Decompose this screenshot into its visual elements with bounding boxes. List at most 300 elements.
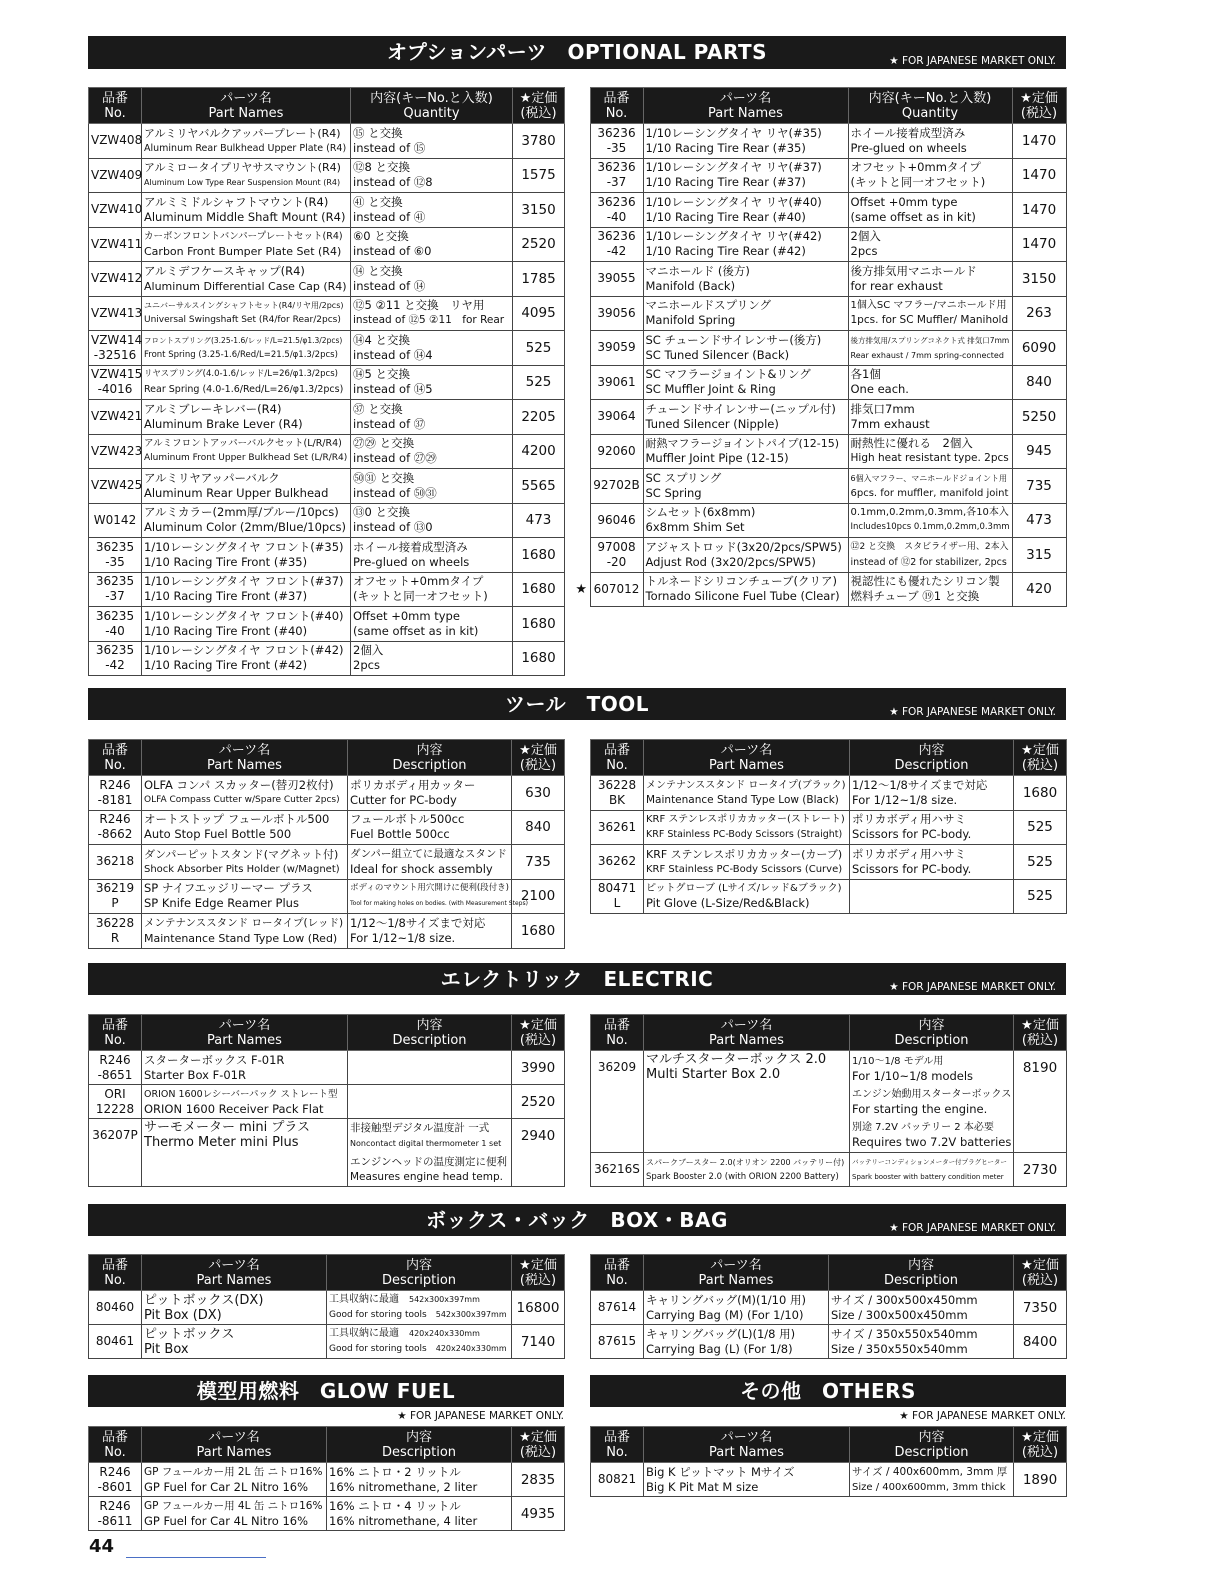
part-quantity: ホイール接着成型済み Pre-glued on wheels [848,124,1012,159]
jp-market-star-marker [573,193,590,228]
part-number: 39061 [590,365,643,400]
table-row [573,503,1066,538]
table-row [591,1291,1067,1325]
part-number: 39055 [590,262,643,297]
part-name: キャリングバッグ(M)(1/10 用) Carrying Bag (M) (For 1/10) [644,1291,829,1325]
part-number: VZW412 [89,262,142,297]
part-price: 1785 [513,262,565,297]
part-price: 840 [1012,365,1066,400]
electric-table-left [88,1014,565,1187]
part-quantity: ⑮ と交換 instead of ⑮ [351,124,513,159]
jp-market-star-marker [573,331,590,366]
part-number: W0142 [89,503,142,538]
section-title: 模型用燃料 GLOW FUEL [196,1379,456,1403]
part-quantity: サイズ / 400x600mm, 3mm 厚 Size / 400x600mm, 3mm thick [850,1463,1014,1497]
part-number: R246 -8611 [89,1497,142,1531]
part-price: 735 [1012,469,1066,504]
part-number: VZW414 -32516 [89,331,142,366]
part-quantity: 1/12～1/8サイズまで対応 For 1/12~1/8 size. [850,776,1014,811]
table-row [89,365,565,400]
table-row [89,1463,565,1497]
col-header-price: ★定価 (税込) [512,740,565,776]
col-header-price: ★定価 (税込) [1014,1255,1067,1291]
part-quantity: 1/12～1/8サイズまで対応 For 1/12~1/8 size. [348,914,512,949]
section-header-box-bag [88,1204,1066,1236]
part-quantity: ホイール接着成型済み Pre-glued on wheels [351,538,513,573]
part-number: 36207P [89,1119,142,1187]
part-description [348,1051,512,1085]
part-number: 36235 -40 [89,607,142,642]
part-name: キャリングバッグ(L)(1/8 用) Carrying Bag (L) (For 1/8) [644,1325,829,1359]
col-header-description: 内容 Description [348,1015,512,1051]
part-price: 1680 [512,914,565,949]
part-price: 1680 [513,641,565,676]
part-price: 840 [512,810,565,845]
section-title: オプションパーツ OPTIONAL PARTS [386,40,768,64]
part-price: 525 [513,365,565,400]
col-header-no: 品番 No. [591,1255,644,1291]
part-name: アルミデフケースキャップ(R4) Aluminum Differential Case Cap (R4) [142,262,351,297]
part-name: メンテナンススタンド ロータイプ(ブラック) Maintenance Stand Type Low (Black) [644,776,850,811]
part-price: 1470 [1012,193,1066,228]
part-number: VZW411 [89,227,142,262]
col-header-no: 品番 No. [89,740,142,776]
table-row [573,227,1066,262]
col-header-description: 内容 Description [348,740,512,776]
table-row [89,914,565,949]
part-number: 39064 [590,400,643,435]
table-row [573,365,1066,400]
col-header-description: 内容 Description [327,1427,512,1463]
table-row [591,1463,1067,1497]
table-row [591,1153,1067,1187]
section-header-others [590,1375,1066,1407]
part-quantity: 後方排気用マニホールド for rear exhaust [848,262,1012,297]
part-name: 1/10レーシングタイヤ リヤ(#40) 1/10 Racing Tire Rear (#40) [643,193,848,228]
part-quantity: 排気口7mm 7mm exhaust [848,400,1012,435]
table-row [89,296,565,331]
part-price: 4095 [513,296,565,331]
table-row [573,469,1066,504]
part-name: ピットボックス(DX) Pit Box (DX) [142,1291,327,1325]
jp-market-note: ★ FOR JAPANESE MARKET ONLY. [889,55,1056,67]
part-number: 39056 [590,296,643,331]
col-header-no: 品番 No. [591,1427,644,1463]
col-header-no: 品番 No. [590,88,643,124]
part-name: マニホールド (後方) Manifold (Back) [643,262,848,297]
part-quantity: 後方排気用/スプリングコネクト式 排気口7mm Rear exhaust / 7mm spring-connected [848,331,1012,366]
part-quantity: 6個入マフラー、マニホールドジョイント用 6pcs. for muffler, manifold joint [848,469,1012,504]
part-description: 非接触型デジタル温度計 一式 Noncontact digital thermometer 1 set エンジンヘッドの温度測定に便利 Measures engine head temp. [348,1119,512,1187]
part-quantity: フュールボトル500cc Fuel Bottle 500cc [348,810,512,845]
part-price: 1470 [1012,227,1066,262]
part-number: VZW410 [89,193,142,228]
part-number: 36261 [591,810,644,845]
part-quantity: ボディのマウント用穴開けに便利(段付き) Tool for making holes on bodies. (with Measurement Steps) [348,879,512,914]
section-header-tool [88,688,1066,720]
table-row [591,879,1067,914]
part-price: 8190 [1014,1051,1067,1153]
part-number: 36228 BK [591,776,644,811]
part-name: ORION 1600レシーバーパック ストレート型 ORION 1600 Receiver Pack Flat [142,1085,348,1119]
part-quantity: Offset +0mm type (same offset as in kit) [351,607,513,642]
part-price: 315 [1012,538,1066,573]
col-header-name: パーツ名 Part Names [644,740,850,776]
part-number: VZW413 [89,296,142,331]
col-header-name: パーツ名 Part Names [142,88,351,124]
part-price: 735 [512,845,565,880]
part-price: 1470 [1012,124,1066,159]
table-row [89,262,565,297]
box-bag-table-left [88,1254,565,1359]
part-description: バッテリーコンディションメーター付プラグヒーター Spark booster with battery condition meter [850,1153,1014,1187]
part-price: 263 [1012,296,1066,331]
part-price: 525 [1014,845,1067,880]
part-description [348,1085,512,1119]
col-header-description: 内容 Description [850,1427,1014,1463]
part-number: 36236 -40 [590,193,643,228]
jp-market-star-marker [573,227,590,262]
part-number: 80471 L [591,879,644,914]
part-name: 1/10レーシングタイヤ フロント(#37) 1/10 Racing Tire Front (#37) [142,572,351,607]
col-header-description: 内容 Description [850,740,1014,776]
table-row [89,434,565,469]
part-quantity: 16% ニトロ・2 リットル 16% nitromethane, 2 liter [327,1463,512,1497]
part-price: 6090 [1012,331,1066,366]
part-number: 36216S [591,1153,644,1187]
part-number: 80460 [89,1291,142,1325]
part-name: ユニバーサルスイングシャフトセット(R4/リヤ用/2pcs) Universal Swingshaft Set (R4/for Rear/2pcs) [142,296,351,331]
table-row [573,400,1066,435]
section-title: ボックス・バック BOX・BAG [426,1208,728,1232]
col-header-no: 品番 No. [89,1427,142,1463]
part-name: OLFA コンパ スカッター(替刃2枚付) OLFA Compass Cutter w/Spare Cutter 2pcs) [142,776,348,811]
col-header-name: パーツ名 Part Names [644,1015,850,1051]
table-row [89,1325,565,1359]
part-number: R246 -8601 [89,1463,142,1497]
col-header-no: 品番 No. [89,88,142,124]
part-name: KRF ステンレスポリカカッター(カーブ) KRF Stainless PC-Body Scissors (Curve) [644,845,850,880]
part-price: 2520 [513,227,565,262]
part-quantity: 耐熱性に優れる 2個入 High heat resistant type. 2pcs [848,434,1012,469]
part-number: 36228 R [89,914,142,949]
part-quantity: サイズ / 300x500x450mm Size / 300x500x450mm [829,1291,1014,1325]
footer-rule [126,1557,266,1558]
part-quantity: 視認性にも優れたシリコン製 燃料チューブ ⑲1 と交換 [848,572,1012,607]
part-quantity: ⑭5 と交換 instead of ⑭5 [351,365,513,400]
part-price: 473 [1012,503,1066,538]
part-quantity: 1個入SC マフラー/マニホールド用 1pcs. for SC Muffler/ Manihold [848,296,1012,331]
part-price: 2205 [513,400,565,435]
part-quantity: ポリカボディ用カッター Cutter for PC-body [348,776,512,811]
table-row [89,1291,565,1325]
part-name: チューンドサイレンサー(ニップル付) Tuned Silencer (Nipple) [643,400,848,435]
part-price: 5250 [1012,400,1066,435]
col-header-no: 品番 No. [591,1015,644,1051]
table-row [89,845,565,880]
part-price: 7350 [1014,1291,1067,1325]
table-row [89,810,565,845]
part-number: R246 -8662 [89,810,142,845]
part-name: ダンパーピットスタンド(マグネット付) Shock Absorber Pits Holder (w/Magnet) [142,845,348,880]
part-name: トルネードシリコンチューブ(クリア) Tornado Silicone Fuel Tube (Clear) [643,572,848,607]
part-price: 4200 [513,434,565,469]
part-name: アルミフロントアッパーバルクセット(L/R/R4) Aluminum Front Upper Bulkhead Set (L/R/R4) [142,434,351,469]
col-header-name: パーツ名 Part Names [142,1427,327,1463]
table-row [89,331,565,366]
part-price: 1680 [1014,776,1067,811]
part-price: 1890 [1014,1463,1067,1497]
part-name: SC スプリング SC Spring [643,469,848,504]
col-header-name: パーツ名 Part Names [142,740,348,776]
part-price: 630 [512,776,565,811]
part-price: 8400 [1014,1325,1067,1359]
part-description: 工具収納に最適 542x300x397mm Good for storing tools 542x300x397mm [327,1291,512,1325]
table-row [89,124,565,159]
section-title: ツール TOOL [505,692,649,716]
part-number: 87614 [591,1291,644,1325]
table-row [573,296,1066,331]
jp-market-note: ★ FOR JAPANESE MARKET ONLY. [889,1222,1056,1234]
part-number: VZW409 [89,158,142,193]
col-header-name: パーツ名 Part Names [644,1427,850,1463]
col-header-no: 品番 No. [89,1015,142,1051]
part-name: サーモメーター mini プラス Thermo Meter mini Plus [142,1119,348,1187]
part-name: アルミリヤバルクアッパープレート(R4) Aluminum Rear Bulkhead Upper Plate (R4) [142,124,351,159]
jp-market-note: ★ FOR JAPANESE MARKET ONLY. [889,981,1056,993]
part-price: 1575 [513,158,565,193]
jp-market-star-marker [573,124,590,159]
part-price: 3150 [1012,262,1066,297]
part-price: 420 [1012,572,1066,607]
table-row [591,1051,1067,1153]
part-description: 工具収納に最適 420x240x330mm Good for storing tools 420x240x330mm [327,1325,512,1359]
part-price: 525 [1014,879,1067,914]
part-description: 1/10～1/8 モデル用 For 1/10~1/8 models エンジン始動用スターターボックス For starting the engine. 別途 7.2V バッテリー 2 本必要 Requires two 7.2V batteries [850,1051,1014,1153]
table-row [591,776,1067,811]
table-row [573,538,1066,573]
part-price: 2100 [512,879,565,914]
box-bag-table-right [590,1254,1067,1359]
part-quantity [850,879,1014,914]
part-number: VZW423 [89,434,142,469]
part-number: 607012 [590,572,643,607]
part-number: 36218 [89,845,142,880]
part-number: ORI 12228 [89,1085,142,1119]
part-price: 5565 [513,469,565,504]
part-price: 7140 [512,1325,565,1359]
electric-table-right [590,1014,1067,1187]
part-number: 36262 [591,845,644,880]
table-row [89,1119,565,1187]
part-number: 96046 [590,503,643,538]
part-name: 1/10レーシングタイヤ フロント(#42) 1/10 Racing Tire Front (#42) [142,641,351,676]
part-name: スパークブースター 2.0(オリオン 2200 バッテリー付) Spark Booster 2.0 (with ORION 2200 Battery) [644,1153,850,1187]
part-quantity: ㊶ と交換 instead of ㊶ [351,193,513,228]
part-price: 3150 [513,193,565,228]
part-number: R246 -8181 [89,776,142,811]
others-table [590,1426,1067,1497]
col-header-name: パーツ名 Part Names [643,88,848,124]
part-quantity: ダンパー組立てに最適なスタンド Ideal for shock assembly [348,845,512,880]
table-row [89,503,565,538]
part-name: ピットボックス Pit Box [142,1325,327,1359]
table-row [89,776,565,811]
col-header-price: ★定価 (税込) [513,88,565,124]
part-name: アルミブレーキレバー(R4) Aluminum Brake Lever (R4) [142,400,351,435]
col-header-price: ★定価 (税込) [1014,1427,1067,1463]
part-quantity: ポリカボディ用ハサミ Scissors for PC-body. [850,810,1014,845]
part-number: 36219 P [89,879,142,914]
jp-market-star-marker [573,365,590,400]
part-price: 473 [513,503,565,538]
part-quantity: 16% ニトロ・4 リットル 16% nitromethane, 4 liter [327,1497,512,1531]
table-row [89,641,565,676]
part-name: 1/10レーシングタイヤ フロント(#40) 1/10 Racing Tire Front (#40) [142,607,351,642]
jp-market-star-marker [573,538,590,573]
part-number: VZW415 -4016 [89,365,142,400]
table-row [573,331,1066,366]
part-name: ピットグローブ (Lサイズ/レッド&ブラック) Pit Glove (L-Size/Red&Black) [644,879,850,914]
part-number: 36235 -35 [89,538,142,573]
part-name: アルミリヤアッパーバルク Aluminum Rear Upper Bulkhead [142,469,351,504]
part-quantity: ㉗㉙ と交換 instead of ㉗㉙ [351,434,513,469]
part-quantity: 各1個 One each. [848,365,1012,400]
table-row [89,227,565,262]
part-name: Big K ピットマット Mサイズ Big K Pit Mat M size [644,1463,850,1497]
table-row [573,193,1066,228]
part-name: アルミミドルシャフトマウント(R4) Aluminum Middle Shaft Mount (R4) [142,193,351,228]
table-row [89,400,565,435]
jp-market-star-marker [573,503,590,538]
col-header-price: ★定価 (税込) [1014,1015,1067,1051]
part-name: 1/10レーシングタイヤ リヤ(#42) 1/10 Racing Tire Rear (#42) [643,227,848,262]
glow-fuel-table [88,1426,565,1531]
part-name: マニホールドスプリング Manifold Spring [643,296,848,331]
table-row [591,1325,1067,1359]
col-header-description: 内容 Description [850,1015,1014,1051]
part-price: 945 [1012,434,1066,469]
part-price: 2835 [512,1463,565,1497]
jp-market-star-marker [573,434,590,469]
section-header-electric [88,963,1066,995]
table-row [89,607,565,642]
section-title: その他 OTHERS [740,1379,916,1403]
col-header-name: パーツ名 Part Names [142,1015,348,1051]
tool-table-right [590,739,1067,914]
part-number: 80821 [591,1463,644,1497]
part-price: 525 [513,331,565,366]
table-row [573,158,1066,193]
table-row [89,193,565,228]
optional-parts-table-left [88,87,565,676]
jp-market-star-marker [573,262,590,297]
part-quantity: ㊿㉛ と交換 instead of ㊿㉛ [351,469,513,504]
col-header-no: 品番 No. [591,740,644,776]
part-quantity: ⑭4 と交換 instead of ⑭4 [351,331,513,366]
part-number: 36209 [591,1051,644,1153]
section-title: エレクトリック ELECTRIC [440,967,714,991]
table-row [573,124,1066,159]
jp-market-star-marker [573,469,590,504]
part-quantity: 2個入 2pcs [848,227,1012,262]
jp-market-note-fuel: ★ FOR JAPANESE MARKET ONLY. [397,1410,564,1422]
part-price: 525 [1014,810,1067,845]
table-row [89,158,565,193]
part-price: 2940 [512,1119,565,1187]
part-price: 1470 [1012,158,1066,193]
part-name: スターターボックス F-01R Starter Box F-01R [142,1051,348,1085]
col-header-price: ★定価 (税込) [1012,88,1066,124]
jp-market-star-marker [573,296,590,331]
star-column-spacer [573,88,590,124]
part-quantity: オフセット+0mmタイプ (キットと同一オフセット) [351,572,513,607]
part-number: 87615 [591,1325,644,1359]
part-quantity: 0.1mm,0.2mm,0.3mm,各10本入 Includes10pcs 0.1mm,0.2mm,0.3mm [848,503,1012,538]
jp-market-note-others: ★ FOR JAPANESE MARKET ONLY. [899,1410,1066,1422]
part-number: 36235 -42 [89,641,142,676]
col-header-price: ★定価 (税込) [1014,740,1067,776]
col-header-name: パーツ名 Part Names [644,1255,829,1291]
page-number: 44 [89,1536,115,1557]
part-quantity: Offset +0mm type (same offset as in kit) [848,193,1012,228]
part-name: 1/10レーシングタイヤ リヤ(#37) 1/10 Racing Tire Rear (#37) [643,158,848,193]
part-quantity: サイズ / 350x550x540mm Size / 350x550x540mm [829,1325,1014,1359]
part-price: 1680 [513,572,565,607]
table-row [573,262,1066,297]
part-number: 92702B [590,469,643,504]
table-row [591,845,1067,880]
part-number: R246 -8651 [89,1051,142,1085]
tool-table-left [88,739,565,949]
part-quantity: ⑫5 ②11 と交換 リヤ用 instead of ⑫5 ②11 for Rear [351,296,513,331]
section-header-glow-fuel [88,1375,564,1407]
col-header-price: ★定価 (税込) [512,1015,565,1051]
part-price: 16800 [512,1291,565,1325]
part-quantity: 2個入 2pcs [351,641,513,676]
part-name: KRF ステンレスポリカカッター(ストレート) KRF Stainless PC-Body Scissors (Straight) [644,810,850,845]
part-name: SP ナイフエッジリーマー プラス SP Knife Edge Reamer Plus [142,879,348,914]
part-name: SC マフラージョイント&リング SC Muffler Joint & Ring [643,365,848,400]
jp-market-star-marker [573,400,590,435]
table-row [573,572,1066,607]
part-price: 2730 [1014,1153,1067,1187]
table-row [89,1497,565,1531]
part-quantity: ㊲ と交換 instead of ㊲ [351,400,513,435]
part-number: VZW408 [89,124,142,159]
part-name: アルミロータイプリヤサスマウント(R4) Aluminum Low Type Rear Suspension Mount (R4) [142,158,351,193]
table-row [591,810,1067,845]
part-name: アジャストロッド(3x20/2pcs/SPW5) Adjust Rod (3x20/2pcs/SPW5) [643,538,848,573]
part-quantity: ポリカボディ用ハサミ Scissors for PC-body. [850,845,1014,880]
table-row [89,572,565,607]
part-price: 3780 [513,124,565,159]
part-name: GP フュールカー用 4L 缶 ニトロ16% GP Fuel for Car 4L Nitro 16% [142,1497,327,1531]
table-row [89,879,565,914]
part-name: フロントスプリング(3.25-1.6/レッド/L=21.5/φ1.3/2pcs) Front Spring (3.25-1.6/Red/L=21.5/φ1.3/2pcs) [142,331,351,366]
jp-market-note: ★ FOR JAPANESE MARKET ONLY. [889,706,1056,718]
table-row [89,469,565,504]
part-number: 36236 -35 [590,124,643,159]
part-number: 36236 -37 [590,158,643,193]
col-header-quantity: 内容(キーNo.と入数) Quantity [848,88,1012,124]
part-name: リヤスプリング(4.0-1.6/レッド/L=26/φ1.3/2pcs) Rear Spring (4.0-1.6/Red/L=26/φ1.3/2pcs) [142,365,351,400]
part-name: シムセット(6x8mm) 6x8mm Shim Set [643,503,848,538]
section-header-optional-parts [88,36,1066,69]
part-name: アルミカラー(2mm厚/ブルー/10pcs) Aluminum Color (2mm/Blue/10pcs) [142,503,351,538]
part-number: 36236 -42 [590,227,643,262]
jp-market-star-marker: ★ [575,581,588,597]
